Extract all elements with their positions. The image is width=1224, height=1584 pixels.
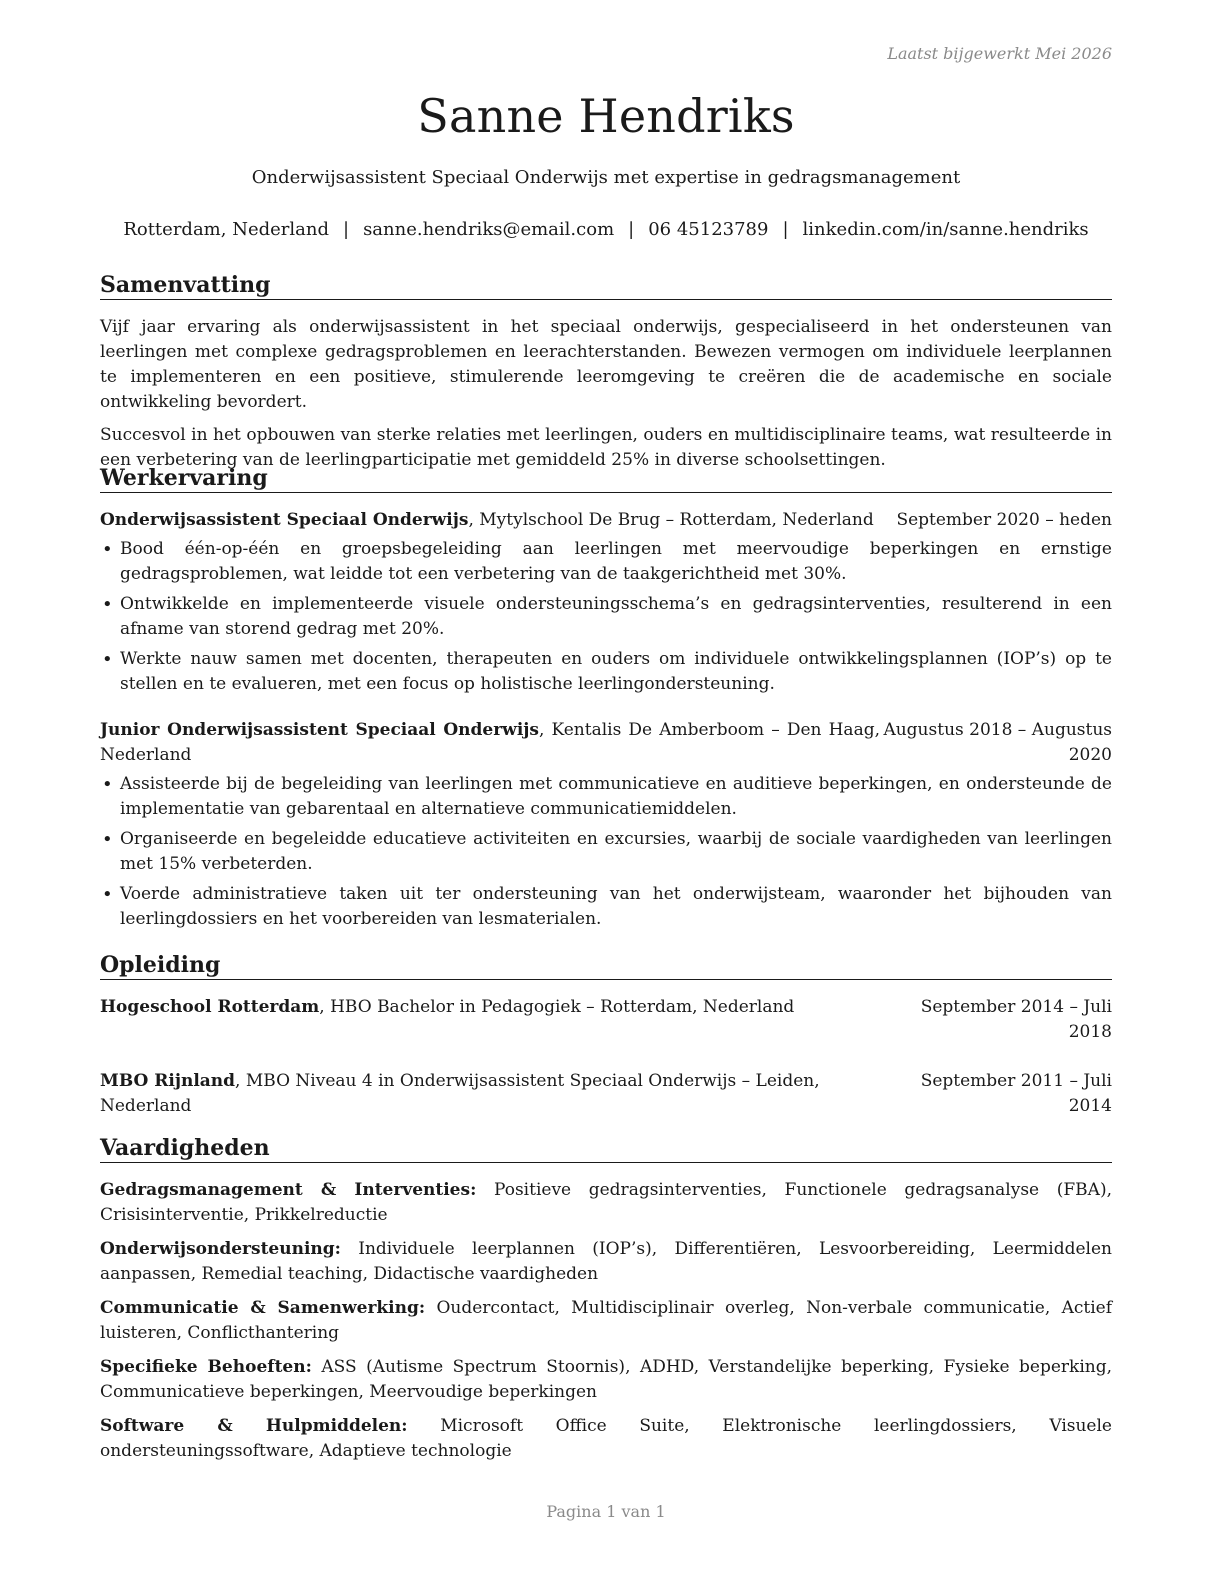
education-dates: September 2014 – Juli 2018 [920, 997, 1112, 1042]
contact-phone[interactable]: 06 45123789 [648, 219, 769, 240]
skill-label: Onderwijsondersteuning: [100, 1239, 341, 1259]
page-number: Pagina 1 van 1 [546, 1502, 666, 1521]
contact-separator: | [342, 219, 350, 240]
candidate-name: Sanne Hendriks [417, 89, 795, 143]
job-header [100, 718, 1112, 768]
section-title: Opleiding [100, 952, 1112, 980]
job-bullets [100, 537, 1112, 697]
skill-item [100, 1355, 1112, 1405]
skill-text: ASS (Autisme Spectrum Stoornis), ADHD, Verstandelijke beperking, Fysieke beperking, Communicatieve beperkingen, Meervoudige beperkingen [100, 1357, 1112, 1402]
tagline: Onderwijsassistent Speciaal Onderwijs met expertise in gedragsmanagement [251, 167, 961, 188]
summary-paragraph: Vijf jaar ervaring als onderwijsassistent in het speciaal onderwijs, gespecialiseerd in het ondersteunen van leerlingen met complexe gedragsproblemen en leerachterstanden. Bewezen vermogen om individuele leerplannen te implementeren en een positieve, stimulerende leeromgeving te creëren die de academische en sociale ontwikkeling bevordert. [100, 317, 1112, 412]
section-title: Samenvatting [100, 272, 1112, 300]
job-bullets [100, 772, 1112, 932]
skill-label: Specifieke Behoeften: [100, 1357, 312, 1377]
skill-text: Individuele leerplannen (IOP’s), Differentiëren, Lesvoorbereiding, Leermiddelen aanpassen, Remedial teaching, Didactische vaardigheden [100, 1239, 1112, 1284]
skill-text: Microsoft Office Suite, Elektronische leerlingdossiers, Visuele ondersteuningssoftware, Adaptieve technologie [100, 1416, 1112, 1461]
skills-section [100, 1135, 1112, 1473]
education-school: Hogeschool Rotterdam [100, 997, 320, 1017]
experience-section [100, 465, 1112, 937]
job-role: Onderwijsassistent Speciaal Onderwijs [100, 510, 469, 530]
skill-item [100, 1237, 1112, 1287]
job-dates: Augustus 2018 – Augustus 2020 [883, 720, 1112, 765]
contact-separator: | [782, 219, 789, 240]
skill-item [100, 1178, 1112, 1228]
job-dates: September 2020 – heden [896, 510, 1112, 530]
education-detail: , MBO Niveau 4 in Onderwijsassistent Speciaal Onderwijs – Leiden, Nederland [100, 1071, 820, 1116]
job-entry [100, 508, 1112, 697]
education-school: MBO Rijnland [100, 1071, 236, 1091]
skill-label: Communicatie & Samenwerking: [100, 1298, 426, 1318]
education-detail: , HBO Bachelor in Pedagogiek – Rotterdam, Nederland [319, 997, 795, 1017]
summary-section [100, 272, 1112, 473]
contact-separator: | [628, 219, 635, 240]
job-entry [100, 718, 1112, 932]
skill-item [100, 1414, 1112, 1464]
skill-label: Software & Hulpmiddelen: [100, 1416, 408, 1436]
skill-text: Positieve gedragsinterventies, Functionele gedragsanalyse (FBA), Crisisinterventie, Prikkelreductie [100, 1180, 1112, 1225]
contact-line [100, 219, 1112, 240]
contact-email[interactable]: sanne.hendriks@email.com [363, 219, 615, 240]
job-header [100, 508, 1112, 533]
job-organization: , Kentalis De Amberboom – Den Haag, Nederland [100, 720, 880, 765]
contact-location: Rotterdam, Nederland [123, 219, 329, 240]
job-bullet: • Bood één-op-één en groepsbegeleiding aan leerlingen met meervoudige beperkingen en ernstige gedragsproblemen, wat leidde tot een verbetering van de taakgerichtheid met 30%. [100, 537, 1112, 587]
job-role: Junior Onderwijsassistent Speciaal Onderwijs [100, 720, 539, 740]
skill-text: Oudercontact, Multidisciplinair overleg, Non-verbale communicatie, Actief luisteren, Conflicthantering [100, 1298, 1112, 1343]
section-title: Werkervaring [100, 465, 1112, 493]
job-bullet: • Organiseerde en begeleidde educatieve activiteiten en excursies, waarbij de sociale vaardigheden van leerlingen met 15% verbeterden. [100, 827, 1112, 877]
education-section [100, 952, 1112, 1119]
last-updated: Laatst bijgewerkt Mei 2026 [887, 44, 1112, 63]
job-bullet: • Werkte nauw samen met docenten, therapeuten en ouders om individuele ontwikkelingsplannen (IOP’s) op te stellen en te evalueren, met een focus op holistische leerlingondersteuning. [100, 647, 1112, 697]
education-entry [100, 1069, 1112, 1119]
job-organization: , Mytylschool De Brug – Rotterdam, Nederland [468, 510, 874, 530]
education-dates: September 2011 – Juli 2014 [920, 1071, 1112, 1116]
contact-linkedin[interactable]: linkedin.com/in/sanne.hendriks [802, 219, 1089, 240]
section-title: Vaardigheden [100, 1135, 1112, 1163]
skill-label: Gedragsmanagement & Interventies: [100, 1180, 477, 1200]
skill-item [100, 1296, 1112, 1346]
job-bullet: • Ontwikkelde en implementeerde visuele ondersteuningsschema’s en gedragsinterventies, resulterend in een afname van storend gedrag met 20%. [100, 592, 1112, 642]
education-entry [100, 995, 1112, 1045]
summary-paragraph: Succesvol in het opbouwen van sterke relaties met leerlingen, ouders en multidisciplinaire teams, wat resulteerde in een verbetering van de leerlingparticipatie met gemiddeld 25% in diverse schoolsettingen. [100, 425, 1112, 470]
job-bullet: • Voerde administratieve taken uit ter ondersteuning van het onderwijsteam, waaronder het bijhouden van leerlingdossiers en het voorbereiden van lesmaterialen. [100, 882, 1112, 932]
job-bullet: • Assisteerde bij de begeleiding van leerlingen met communicatieve en auditieve beperkingen, en ondersteunde de implementatie van gebarentaal en alternatieve communicatiemiddelen. [100, 772, 1112, 822]
